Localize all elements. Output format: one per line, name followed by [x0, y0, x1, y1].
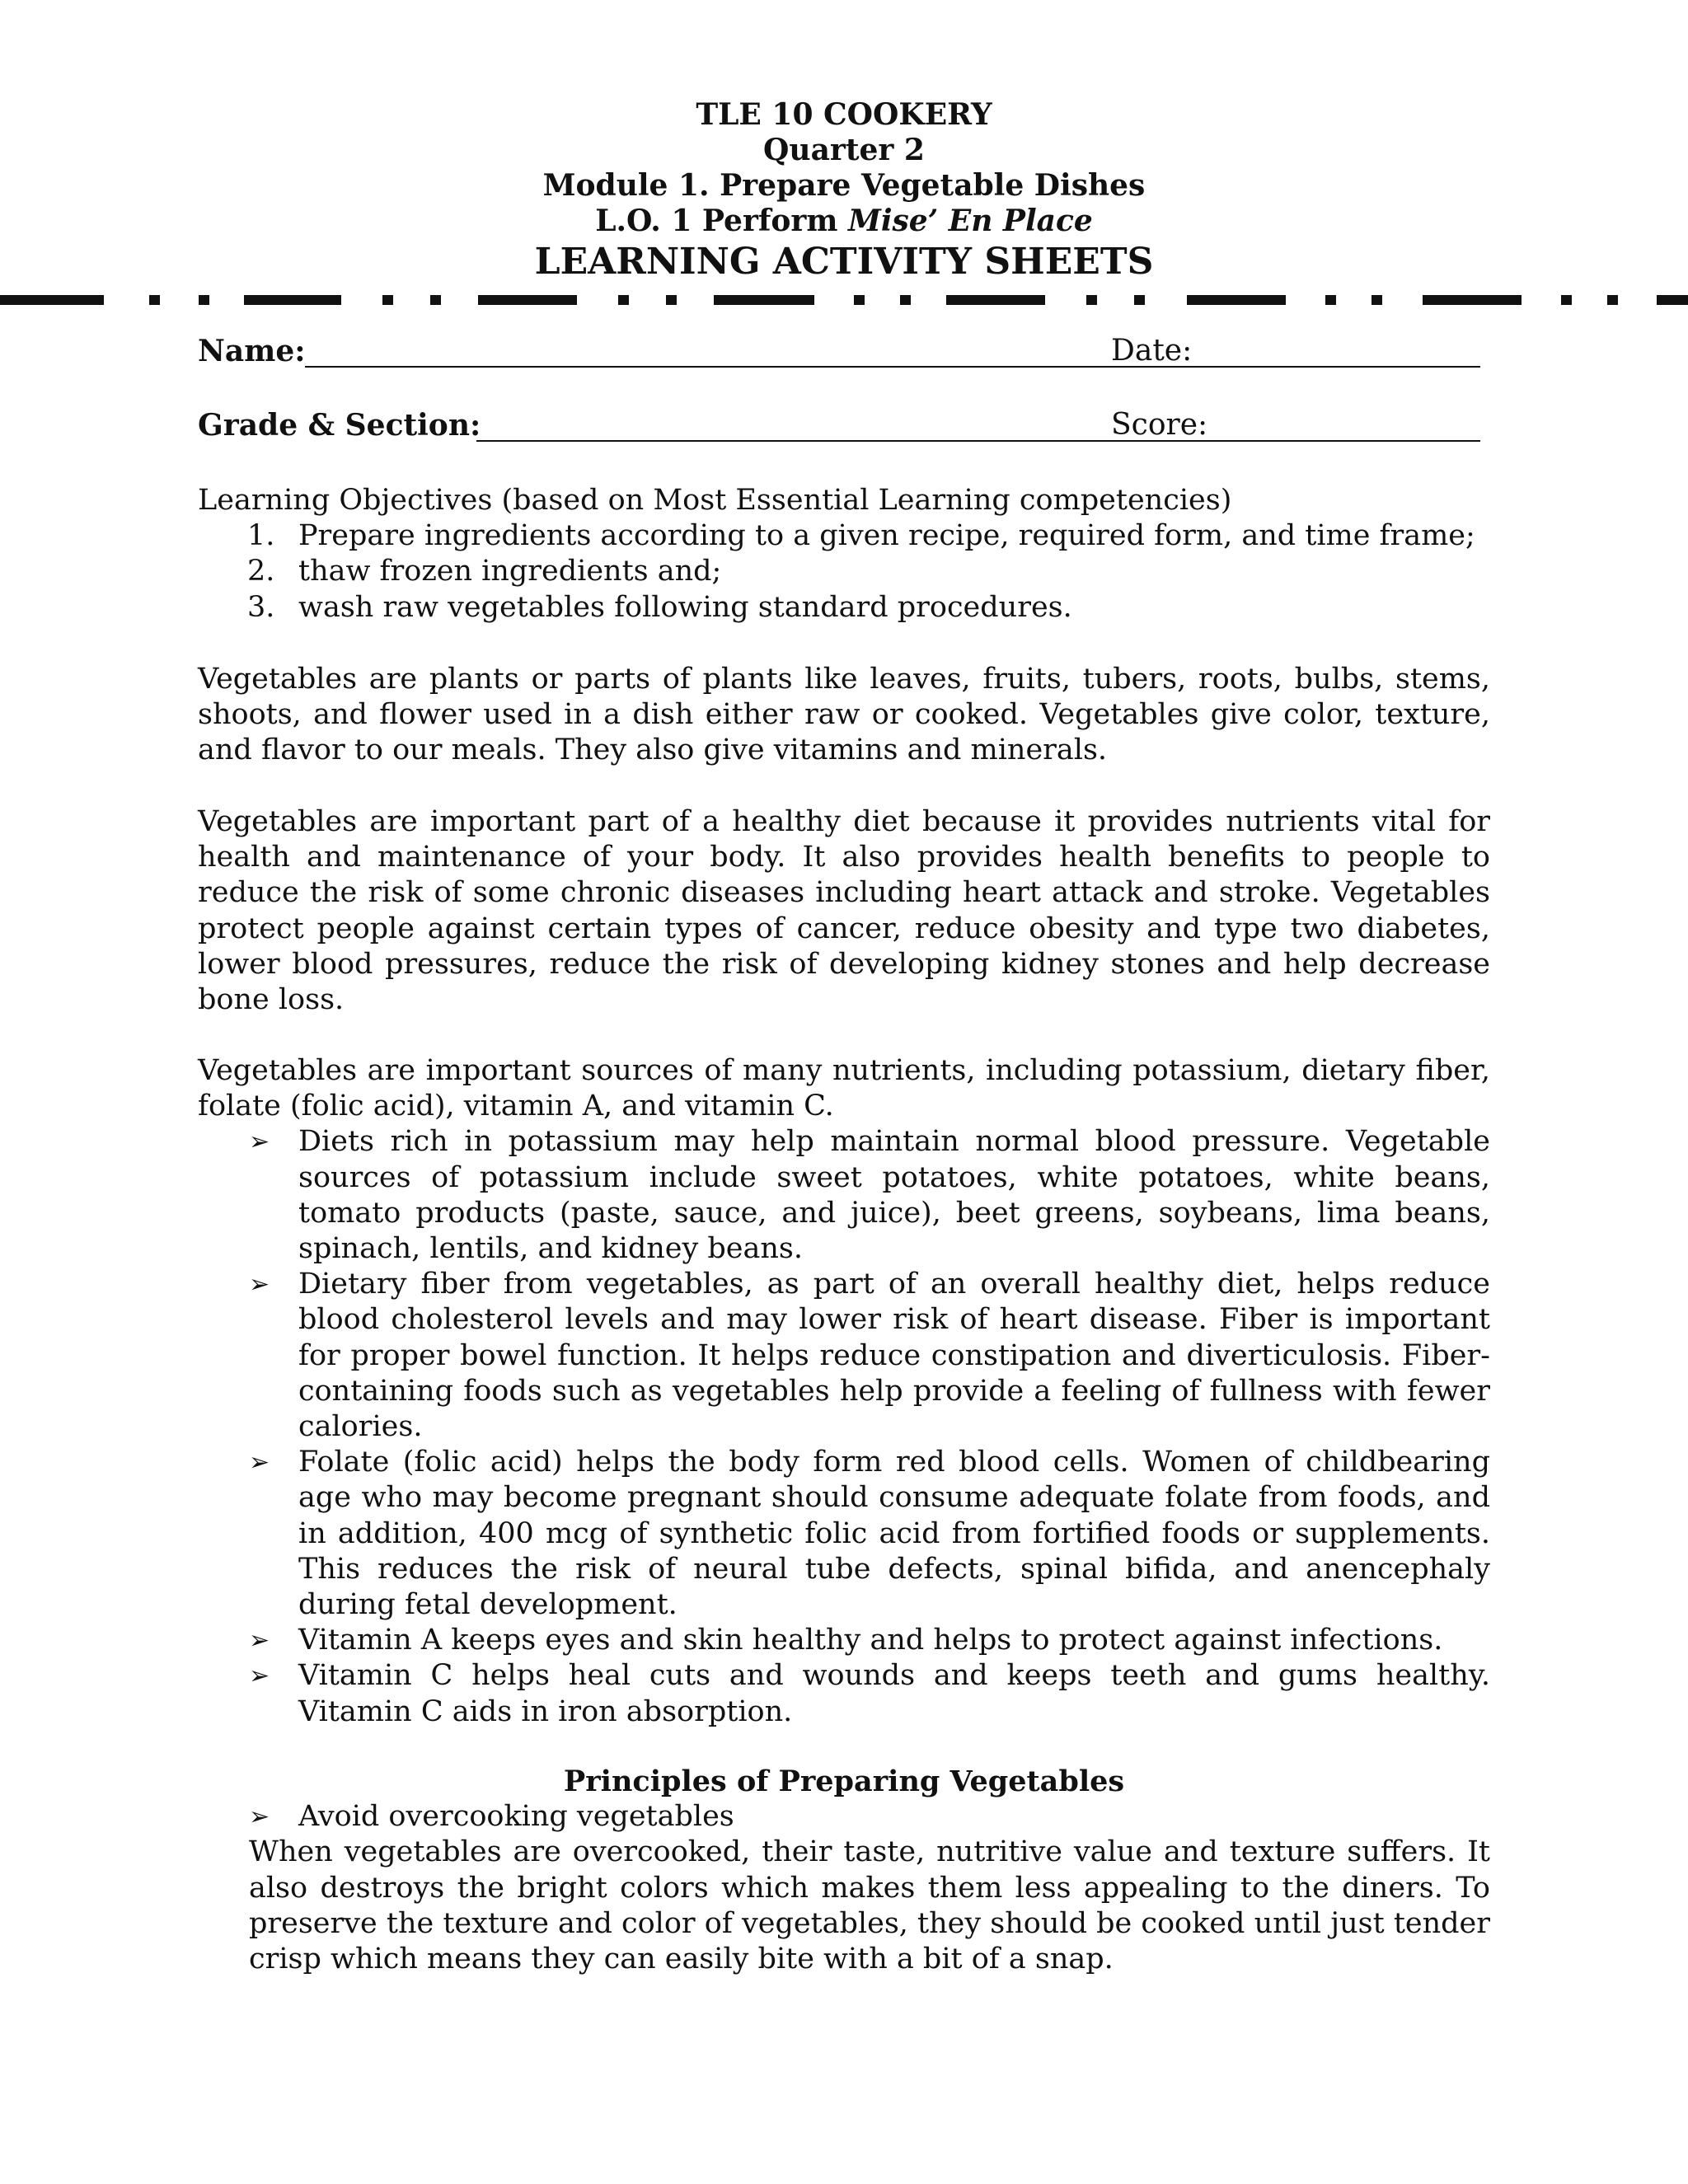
page-title: LEARNING ACTIVITY SHEETS — [534, 241, 1154, 283]
arrow-bullet-icon: ➢ — [249, 1270, 270, 1300]
paragraph: Vegetables are plants or parts of plants like leaves, fruits, tubers, roots, bulbs, stems, shoots, and flower used in a dish either raw or cooked. Vegetables give color, texture, and flavor to our meals. They also give vitamins and minerals. — [198, 663, 1490, 767]
list-item — [198, 554, 1490, 589]
list-item — [198, 1267, 1490, 1445]
grade-section-label: Grade & Section: — [198, 408, 481, 443]
list-item — [198, 590, 1490, 626]
health-paragraph — [198, 804, 1490, 1018]
grade-score-row — [198, 407, 1484, 448]
bullet-text: Vitamin A keeps eyes and skin healthy and helps to protect against infections. — [298, 1624, 1443, 1657]
module-title: Module 1. Prepare Vegetable Dishes — [542, 168, 1146, 203]
nutrient-bullets — [198, 1124, 1490, 1729]
bullet-text: Vitamin C helps heal cuts and wounds and keeps teeth and gums healthy. Vitamin C aids in iron absorption. — [298, 1659, 1490, 1728]
arrow-bullet-icon: ➢ — [249, 1127, 270, 1157]
objectives-list — [198, 518, 1490, 626]
objectives-heading: Learning Objectives (based on Most Essential Learning competencies) — [198, 484, 1232, 517]
arrow-bullet-icon: ➢ — [249, 1661, 270, 1691]
list-item — [198, 1445, 1490, 1623]
name-date-row — [198, 333, 1484, 374]
principle-heading: Avoid overcooking vegetables — [298, 1800, 734, 1834]
paragraph: Vegetables are important part of a healthy diet because it provides nutrients vital for health and maintenance of your body. It also provides health benefits to people to reduce the risk of some chronic diseases including heart attack and stroke. Vegetables protect people against certain types of cancer, reduce obesity and type two diabetes, lower blood pressures, reduce the risk of developing kidney stones and help decrease bone loss. — [198, 805, 1490, 1017]
paragraph: Vegetables are important sources of many nutrients, including potassium, dietary fiber, folate (folic acid), vitamin A, and vitamin C. — [198, 1054, 1490, 1123]
list-item — [198, 1658, 1490, 1729]
name-label: Name: — [198, 334, 306, 368]
score-label: Score: — [1111, 408, 1208, 442]
principles-section — [198, 1764, 1490, 1977]
arrow-bullet-icon: ➢ — [249, 1626, 270, 1656]
learning-outcome — [0, 204, 1688, 239]
date-label: Date: — [1111, 334, 1193, 368]
objectives-section — [198, 483, 1490, 626]
score-field[interactable] — [1205, 407, 1480, 442]
item-number: 1. — [247, 519, 275, 553]
section-title: Principles of Preparing Vegetables — [563, 1765, 1125, 1798]
quarter-label: Quarter 2 — [763, 133, 925, 167]
item-text: wash raw vegetables following standard procedures. — [298, 590, 1072, 624]
dashed-divider — [0, 293, 1688, 307]
course-title: TLE 10 COOKERY — [696, 97, 992, 132]
document-header — [0, 97, 1688, 285]
principle-description: When vegetables are overcooked, their taste, nutritive value and texture suffers. It also destroys the bright colors which makes them less appealing to the diners. To preserve the texture and color of vegetables, they should be cooked until just tender crisp which means they can easily bite with a bit of a snap. — [249, 1835, 1490, 1976]
list-item — [198, 1623, 1490, 1658]
bullet-text: Diets rich in potassium may help maintain normal blood pressure. Vegetable sources of potassium include sweet potatoes, white potatoes, white beans, tomato products (paste, sauce, and juice), beet greens, soybeans, lima beans, spinach, lentils, and kidney beans. — [298, 1125, 1490, 1266]
arrow-bullet-icon: ➢ — [249, 1802, 270, 1832]
item-text: thaw frozen ingredients and; — [298, 555, 722, 588]
bullet-text: Dietary fiber from vegetables, as part of an overall healthy diet, helps reduce blood cholesterol levels and may lower risk of heart disease. Fiber is important for proper bowel function. It helps reduce constipation and diverticulosis. Fiber-containing foods such as vegetables help provide a feeling of fullness with fewer calories. — [298, 1268, 1490, 1444]
list-item — [198, 1124, 1490, 1267]
item-text: Prepare ingredients according to a given recipe, required form, and time frame; — [298, 519, 1475, 553]
learning-outcome-italic: Mise’ En Place — [848, 204, 1093, 238]
date-field[interactable] — [1192, 333, 1480, 368]
list-item — [198, 518, 1490, 554]
bullet-text: Folate (folic acid) helps the body form red blood cells. Women of childbearing age who may become pregnant should consume adequate folate from foods, and in addition, 400 mcg of synthetic folic acid from fortified foods or supplements. This reduces the risk of neural tube defects, spinal bifida, and anencephaly during fetal development. — [298, 1446, 1490, 1622]
item-number: 2. — [247, 555, 275, 588]
nutrients-section — [198, 1053, 1490, 1730]
list-item — [198, 1799, 1490, 1835]
intro-paragraph — [198, 662, 1490, 769]
item-number: 3. — [247, 590, 275, 624]
arrow-bullet-icon: ➢ — [249, 1448, 270, 1478]
learning-outcome-prefix: L.O. 1 Perform — [595, 204, 848, 238]
